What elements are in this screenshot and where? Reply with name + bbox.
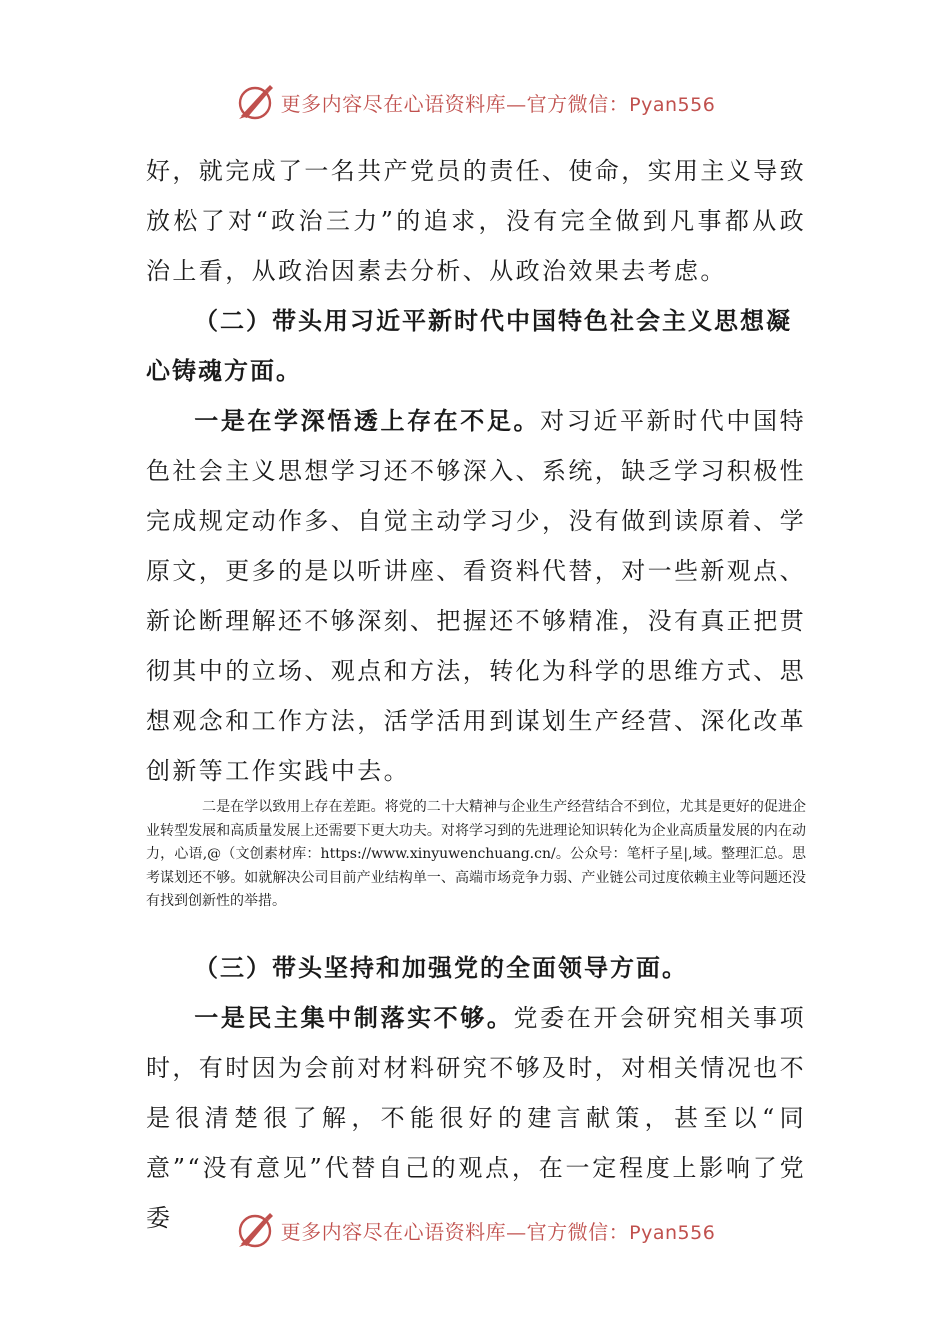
paragraph-continuation: 好，就完成了一名共产党员的责任、使命，实用主义导致放松了对“政治三力”的追求，没有完全做到凡事都从政治上看，从政治因素去分析、从政治效果去考虑。 [146, 157, 806, 285]
paragraph-democracy-lead: 一是民主集中制落实不够。 [194, 1004, 514, 1032]
section-heading-3 [146, 943, 806, 993]
banner-content [235, 82, 716, 122]
footer-banner-text [281, 1216, 716, 1245]
section-heading-2 [146, 296, 806, 396]
banner-text [281, 88, 716, 117]
pen-logo-icon [235, 82, 275, 122]
paragraph-small-apply [146, 796, 806, 914]
section-heading-3-text: （三）带头坚持和加强党的全面领导方面。 [194, 954, 688, 982]
paragraph-study [146, 396, 806, 796]
paragraph-study-lead: 一是在学深悟透上存在不足。 [194, 407, 541, 435]
pen-logo-icon [235, 1210, 275, 1250]
footer-banner [0, 1208, 950, 1252]
banner-wechat-id: Pyan556 [629, 93, 716, 116]
paragraph-small-apply-text: 二是在学以致用上存在差距。将党的二十大精神与企业生产经营结合不到位，尤其是更好的促进企业转型发展和高质量发展上还需要下更大功夫。对将学习到的先进理论知识转化为企业高质量发展的内在动力，心语,@（文创素材库：https://www.xinyuwenchuang.cn/。公众号：笔杆子星|,域。整理汇总。思考谋划还不够。如就解决公司目前产业结构单一、高端市场竞争力弱、产业链公司过度依赖主业等问题还没有找到创新性的举措。 [146, 799, 806, 910]
footer-banner-cn-text: 更多内容尽在心语资料库—官方微信： [280, 1219, 630, 1244]
footer-banner-content [235, 1210, 716, 1250]
footer-banner-wechat-id: Pyan556 [629, 1221, 716, 1244]
paragraph-democracy-body: 党委在开会研究相关事项时，有时因为会前对材料研究不够及时，对相关情况也不是很清楚很了解，不能很好的建言献策，甚至以“同意”“没有意见”代替自己的观点，在一定程度上影响了党委 [146, 1004, 806, 1232]
banner-cn-text: 更多内容尽在心语资料库—官方微信： [280, 91, 630, 116]
header-banner [0, 80, 950, 124]
paragraph-study-body: 对习近平新时代中国特色社会主义思想学习还不够深入、系统，缺乏学习积极性完成规定动作多、自觉主动学习少，没有做到读原着、学原文，更多的是以听讲座、看资料代替，对一些新观点、新论断理解还不够深刻、把握还不够精准，没有真正把贯彻其中的立场、观点和方法，转化为科学的思维方式、思想观念和工作方法，活学活用到谋划生产经营、深化改革创新等工作实践中去。 [146, 407, 807, 785]
section-heading-2-text: （二）带头用习近平新时代中国特色社会主义思想凝心铸魂方面。 [146, 307, 792, 385]
paragraph-democracy [146, 993, 806, 1243]
